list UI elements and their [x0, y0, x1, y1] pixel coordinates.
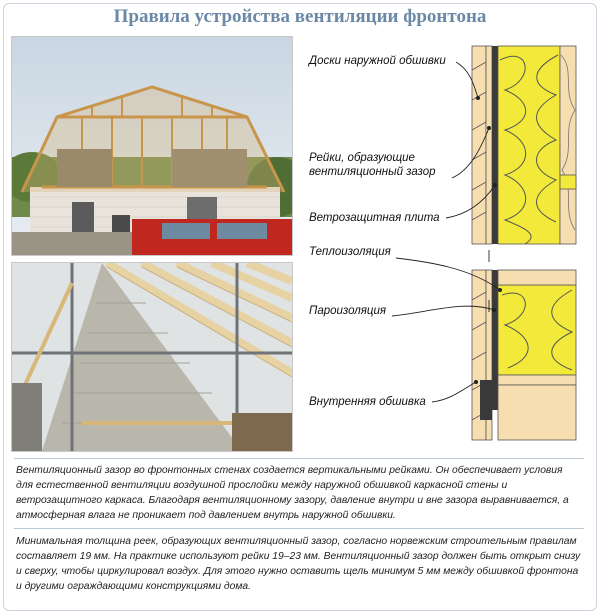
- label-vapor-barrier: Пароизоляция: [309, 305, 387, 317]
- label-battens: Рейки, образующие вентиляционный зазор: [309, 152, 436, 178]
- label-outer-boards: Доски наружной обшивки: [309, 55, 446, 67]
- upper-wall-section: [472, 46, 576, 244]
- label-windbarrier: Ветрозащитная плита: [309, 212, 440, 224]
- paragraph-ventilation-gap: Вентиляционный зазор во фронтонных стенах создается вертикальными рейками. Он обеспечивает условия для естественной вентиляции воздушной прослойки между наружной обшивкой каркасной стены и ветрозащитного каркаса. Благодаря вентиляционному зазору, давление внутри и вне зазора выравнивается, а атмосферная влага не проникает под давлением внутрь наружной обшивки.: [16, 465, 569, 521]
- paragraph-batten-thickness: Минимальная толщина реек, образующих вентиляционный зазор, согласно норвежским строительным правилам составляет 19 мм. На практике используют рейки 19–23 мм. Вентиляционный зазор должен быть открыт снизу и сверху, чтобы циркулировал воздух. Для этого нужно оставить щель минимум 5 мм между обшивкой фронтона и другими ограждающими конструкциями дома.: [16, 536, 581, 592]
- divider-middle: [14, 528, 584, 529]
- label-inner-lining: Внутренняя обшивка: [309, 396, 426, 408]
- label-insulation: Теплоизоляция: [309, 246, 391, 258]
- lower-wall-section: [472, 270, 576, 440]
- divider-top: [14, 458, 584, 459]
- page-title: Правила устройства вентиляции фронтона: [113, 6, 487, 27]
